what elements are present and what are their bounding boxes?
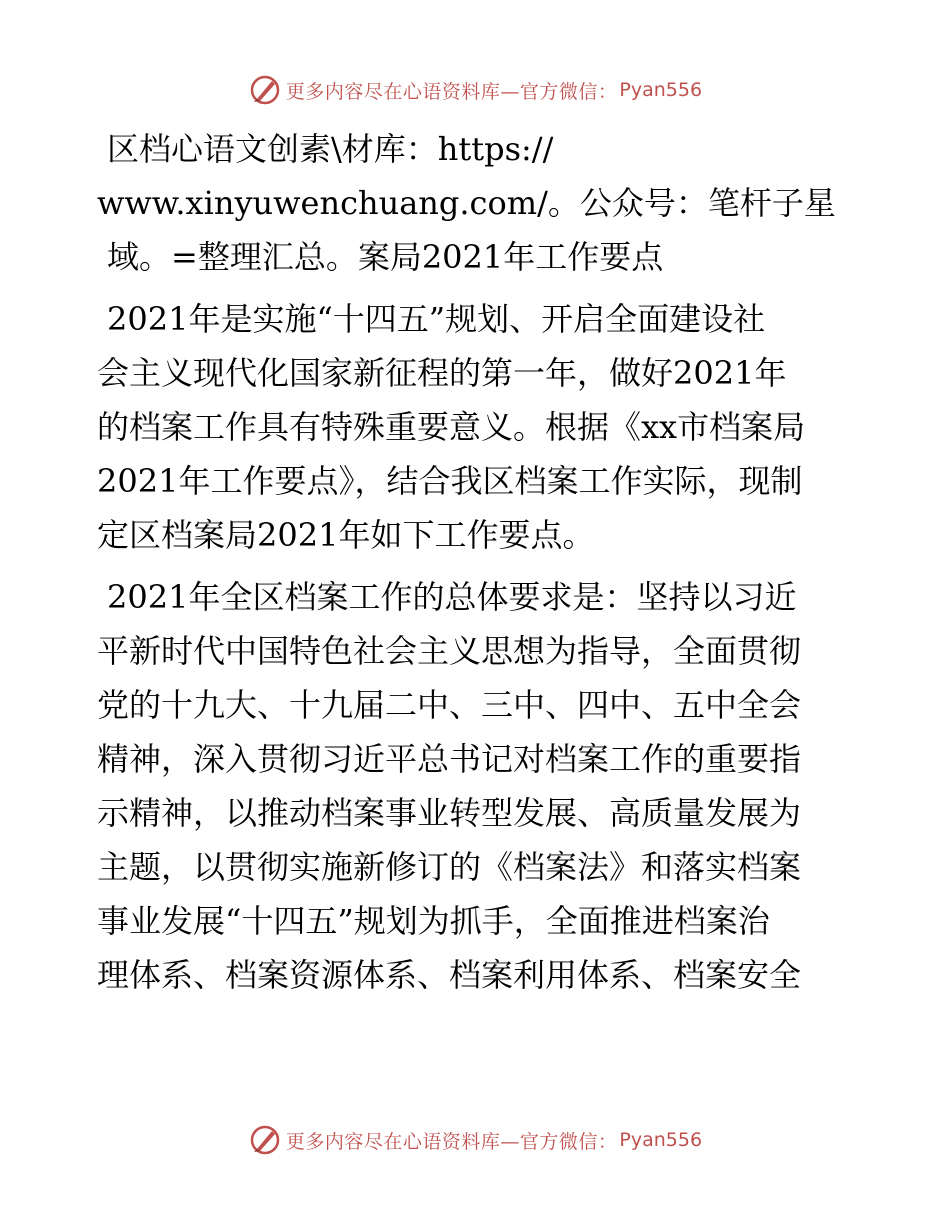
text-line: 2021年全区档案工作的总体要求是：坚持以习近 (107, 578, 797, 616)
text-line: 平新时代中国特色社会主义思想为指导，全面贯彻 (97, 632, 802, 670)
text-line: 的档案工作具有特殊重要意义。根据《xx市档案局 (97, 408, 806, 446)
header-banner-wechat-id: Pyan556 (619, 79, 703, 101)
footer-watermark-banner (0, 1120, 950, 1160)
paragraph-1 (97, 122, 857, 284)
text-line: www.xinyuwenchuang.com/。公众号：笔杆子星 (97, 184, 836, 222)
header-banner-text: 更多内容尽在心语资料库—官方微信： (285, 80, 618, 103)
pen-logo-icon (248, 73, 282, 107)
text-line: 定区档案局2021年如下工作要点。 (97, 516, 595, 554)
text-line: 2021年是实施“十四五”规划、开启全面建设社 (107, 300, 766, 338)
paragraph-2 (97, 292, 857, 562)
text-line: 区档心语文创素\材库：https:// (107, 130, 554, 168)
text-line: 会主义现代化国家新征程的第一年，做好2021年 (97, 354, 787, 392)
text-line: 2021年工作要点》，结合我区档案工作实际，现制 (97, 462, 803, 500)
paragraph-3 (97, 570, 857, 1002)
pen-logo-icon (248, 1123, 282, 1157)
document-body (97, 122, 857, 1010)
text-line: 理体系、档案资源体系、档案利用体系、档案安全 (97, 956, 802, 994)
footer-banner-text: 更多内容尽在心语资料库—官方微信： (285, 1130, 618, 1153)
text-line: 事业发展“十四五”规划为抓手，全面推进档案治 (97, 902, 770, 940)
text-line: 主题，以贯彻实施新修订的《档案法》和落实档案 (97, 848, 802, 886)
footer-banner-wechat-id: Pyan556 (619, 1129, 703, 1151)
text-line: 党的十九大、十九届二中、三中、四中、五中全会 (97, 686, 802, 724)
text-line: 域。=整理汇总。案局2021年工作要点 (107, 238, 664, 276)
text-line: 示精神，以推动档案事业转型发展、高质量发展为 (97, 794, 802, 832)
header-watermark-banner (0, 70, 950, 110)
text-line: 精神，深入贯彻习近平总书记对档案工作的重要指 (97, 740, 802, 778)
